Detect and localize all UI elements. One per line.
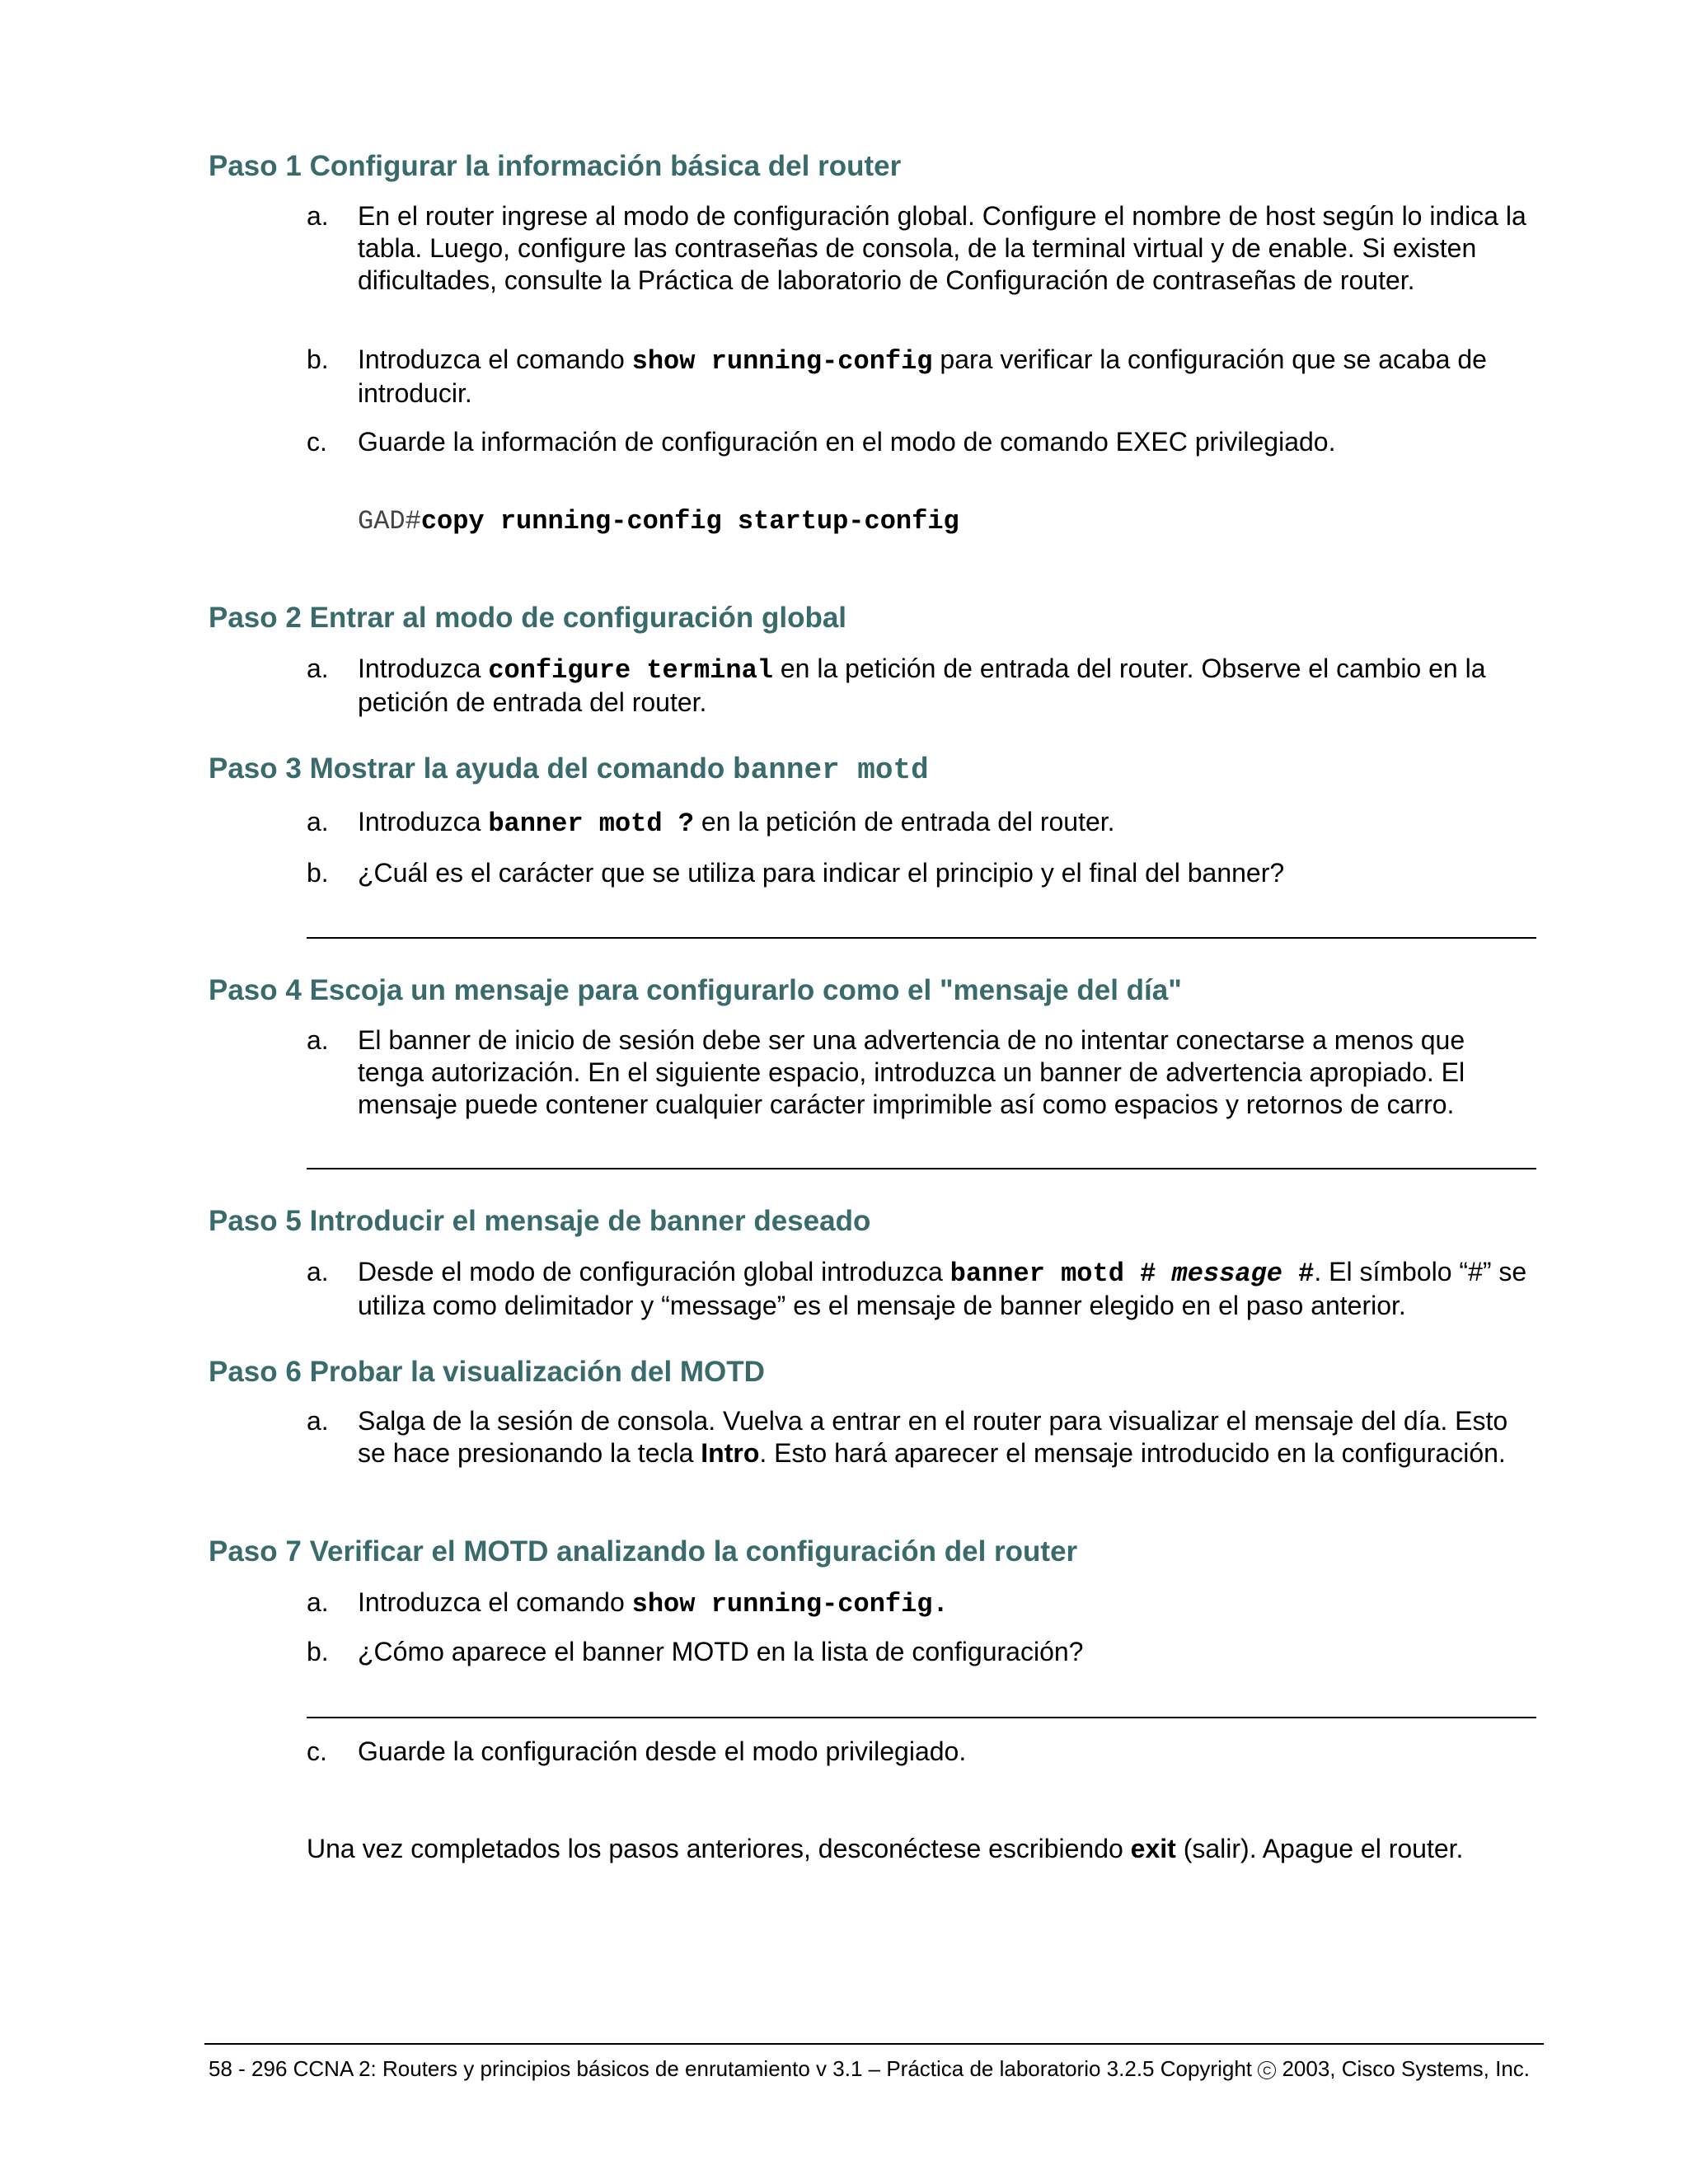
command-argument: message — [1171, 1258, 1282, 1289]
item-text: ¿Cuál es el carácter que se utiliza para indicar el principio y el final del banner? — [358, 858, 1285, 888]
item-text: Guarde la configuración desde el modo privilegiado. — [358, 1736, 967, 1766]
item-text: Desde el modo de configuración global introduzca banner motd # message #. El símbolo “#” se utiliza como delimitador y “message” es el mensaje de banner elegido en el paso anterior. — [358, 1257, 1527, 1320]
router-prompt: GAD# — [358, 506, 421, 537]
item-text: Guarde la información de configuración en el modo de comando EXEC privilegiado. — [358, 427, 1336, 457]
item-text: El banner de inicio de sesión debe ser una advertencia de no intentar conectarse a menos que tenga autorización. En el siguiente espacio, introduzca un banner de advertencia apropiado. El mensaje puede contener cualquier carácter imprimible así como espacios y retornos de carro. — [358, 1025, 1465, 1119]
answer-line — [307, 937, 1536, 939]
step-7-heading: Paso 7 Verificar el MOTD analizando la configuración del router — [209, 1535, 1078, 1568]
answer-line — [307, 1717, 1536, 1718]
step-1-heading: Paso 1 Configurar la información básica del router — [209, 150, 902, 182]
key-name: Intro — [701, 1438, 760, 1468]
item-label: a. — [307, 654, 329, 683]
heading-command: banner motd — [733, 753, 929, 787]
item-text: Introduzca configure terminal en la petición de entrada del router. Observe el cambio en la petición de entrada del router. — [358, 654, 1486, 717]
page-footer: 58 - 296 CCNA 2: Routers y principios básicos de enrutamiento v 3.1 – Práctica de laboratorio 3.2.5 Copyright C 2003, Cisco Systems, Inc. — [209, 2056, 1531, 2081]
item-label: c. — [307, 1736, 327, 1766]
item-label: b. — [307, 1637, 329, 1666]
item-label: a. — [307, 807, 329, 837]
command-text: configure terminal — [488, 655, 773, 686]
item-label: a. — [307, 201, 329, 231]
footer-rule — [204, 2043, 1544, 2045]
step-2-heading: Paso 2 Entrar al modo de configuración global — [209, 602, 847, 634]
command-text: show running-config. — [631, 1589, 949, 1619]
answer-line — [307, 1168, 1536, 1169]
closing-instruction: Una vez completados los pasos anteriores, desconéctese escribiendo exit (salir). Apague el router. — [307, 1834, 1464, 1863]
step-1-code — [358, 503, 959, 538]
command-text: # — [1282, 1258, 1315, 1289]
command-text: show running-config — [631, 346, 933, 377]
step-4-heading: Paso 4 Escoja un mensaje para configurarlo como el "mensaje del día" — [209, 974, 1182, 1006]
item-text: Introduzca el comando show running-config. — [358, 1587, 949, 1619]
command-text: copy running-config startup-config — [420, 506, 959, 537]
item-text: Salga de la sesión de consola. Vuelva a entrar en el router para visualizar el mensaje del día. Esto se hace presionando la tecla Intro. Esto hará aparecer el mensaje introducido en la configuración. — [358, 1406, 1508, 1468]
command-text: banner motd # — [950, 1258, 1172, 1289]
item-label: b. — [307, 344, 329, 374]
item-label: c. — [307, 427, 327, 457]
item-label: a. — [307, 1025, 329, 1055]
step-3-heading: Paso 3 Mostrar la ayuda del comando banner motd — [209, 752, 929, 787]
item-label: b. — [307, 858, 329, 888]
command-text: banner motd ? — [488, 808, 694, 839]
item-label: a. — [307, 1406, 329, 1436]
item-label: a. — [307, 1257, 329, 1286]
step-6-heading: Paso 6 Probar la visualización del MOTD — [209, 1356, 765, 1388]
item-text: Introduzca banner motd ? en la petición de entrada del router. — [358, 807, 1115, 839]
item-text: En el router ingrese al modo de configuración global. Configure el nombre de host según lo indica la tabla. Luego, configure las contraseñas de consola, de la terminal virtual y de enable. Si existen dificultades, consulte la Práctica de laboratorio de Configuración de contraseñas de router. — [358, 201, 1526, 295]
item-text: Introduzca el comando show running-config para verificar la configuración que se acaba de introducir. — [358, 344, 1487, 408]
copyright-icon: C — [1258, 2061, 1276, 2079]
item-text: ¿Cómo aparece el banner MOTD en la lista de configuración? — [358, 1637, 1084, 1666]
exit-command: exit — [1130, 1834, 1176, 1863]
step-5-heading: Paso 5 Introducir el mensaje de banner deseado — [209, 1205, 871, 1237]
item-label: a. — [307, 1587, 329, 1617]
